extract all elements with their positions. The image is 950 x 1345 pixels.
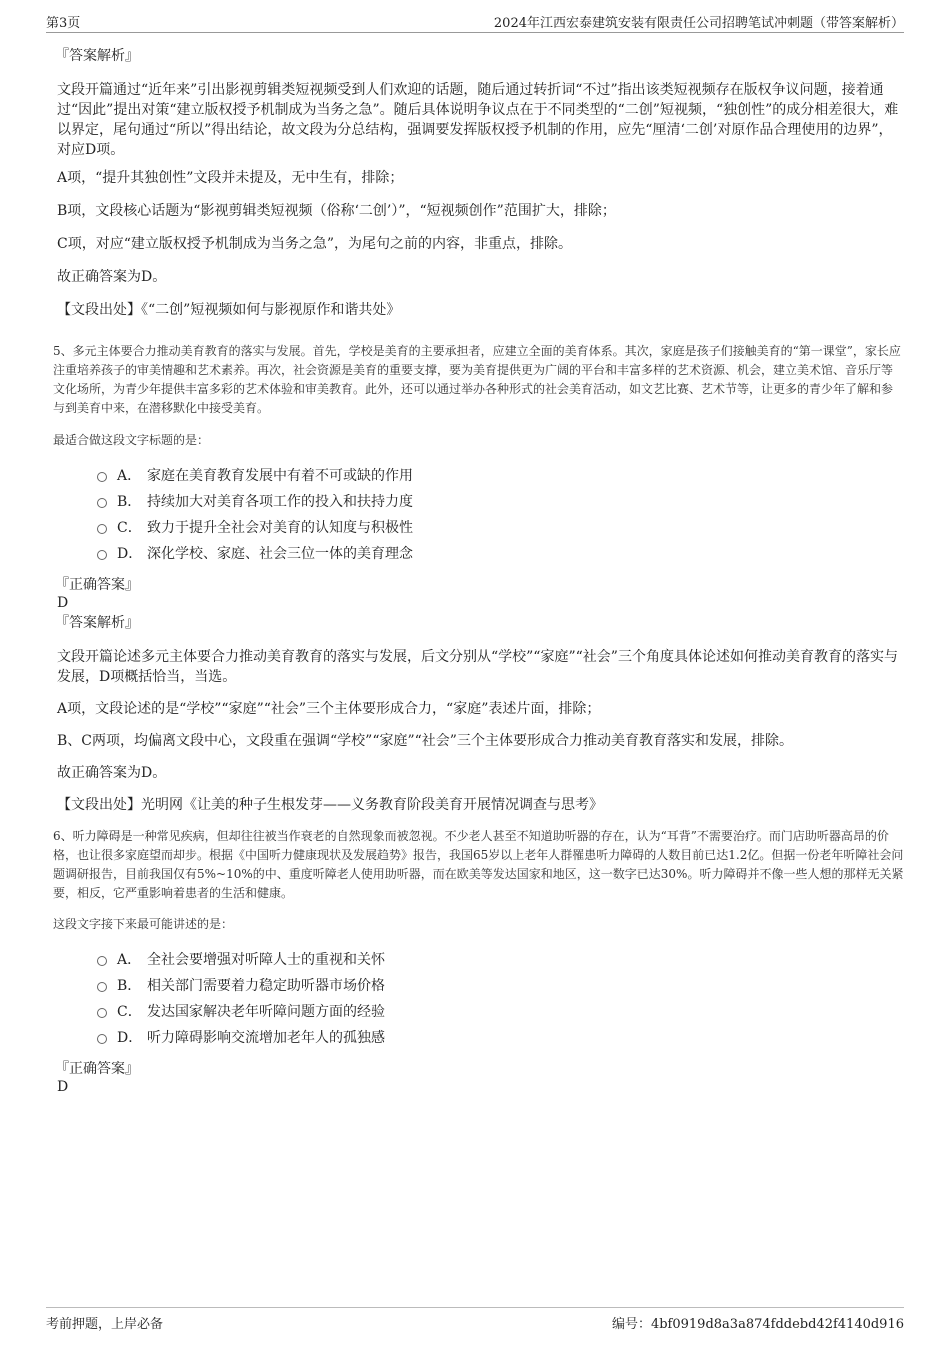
q5-option-c[interactable]: C． 致力于提升全社会对美育的认知度与积极性 [57,514,904,540]
q4-analysis: 文段开篇通过“近年来”引出影视剪辑类短视频受到人们欢迎的话题，随后通过转折词“不过”指出该类短视频存在版权争议问题，接着通过“因此”提出对策“建立版权授予机制成为当务之急”。随后具体说明争议点在于不同类型的“二创”短视频，“独创性”的成分相差很大，难以界定，尾句通过“所以”得出结论，故文段为分总结构，强调要发挥版权授予机制的作用，应先“厘清‘二创’对原作品合理使用的边界”，对应D项。 [57,82,899,158]
header-divider [46,32,904,33]
page-content [53,47,904,1096]
radio-icon[interactable] [97,1008,107,1018]
q4-analysis-label: 『答案解析』 [55,48,139,64]
q5-text: 5、多元主体要合力推动美育教育的落实与发展。首先，学校是美育的主要承担者，应建立全面的美育体系。其次，家庭是孩子们接触美育的“第一课堂”，家长应注重培养孩子的审美情趣和艺术素养。再次，社会资源是美育的重要支撑，要为美育提供更为广阔的平台和丰富多样的艺术资源、机会，建立美术馆、音乐厅等文化场所，为青少年提供丰富多彩的艺术体验和审美教育。此外，还可以通过举办各种形式的社会美育活动，如文艺比赛、艺术节等，让更多的青少年了解和参与到美育中来，在潜移默化中接受美育。 [53,344,901,415]
q5-option-d[interactable]: D． 深化学校、家庭、社会三位一体的美育理念 [57,540,904,566]
q5-analysis-label: 『答案解析』 [55,615,139,631]
q5-option-a[interactable]: A． 家庭在美育教育发展中有着不可或缺的作用 [57,462,904,488]
radio-icon[interactable] [97,524,107,534]
q4-conclusion: 故正确答案为D。 [57,269,167,285]
q5-stem: 最适合做这段文字标题的是： [53,433,210,447]
q6-answer: D [57,1079,69,1095]
radio-icon[interactable] [97,956,107,966]
q4-analysis-a: A项，“提升其独创性”文段并未提及，无中生有，排除； [57,170,404,186]
radio-icon[interactable] [97,550,107,560]
radio-icon[interactable] [97,498,107,508]
footer-divider [46,1307,904,1308]
q4-analysis-b: B项，文段核心话题为“影视剪辑类短视频（俗称‘二创’）”，“短视频创作”范围扩大，排除； [57,203,616,219]
q6-option-b[interactable]: B． 相关部门需要着力稳定助听器市场价格 [57,972,904,998]
q6-option-a[interactable]: A． 全社会要增强对听障人士的重视和关怀 [57,946,904,972]
q4-analysis-c: C项，对应“建立版权授予机制成为当务之急”，为尾句之前的内容，非重点，排除。 [57,236,573,252]
q4-source: 【文段出处】《“二创”短视频如何与影视原作和谐共处》 [57,302,401,318]
footer-slogan: 考前押题，上岸必备 [46,1317,164,1332]
q5-analysis: 文段开篇论述多元主体要合力推动美育教育的落实与发展，后文分别从“学校”“家庭”“社会”三个角度具体论述如何推动美育教育的落实与发展，D项概括恰当，当选。 [57,649,898,685]
radio-icon[interactable] [97,982,107,992]
q6-answer-label: 『正确答案』 [55,1061,139,1077]
q6-option-c[interactable]: C． 发达国家解决老年听障问题方面的经验 [57,998,904,1024]
q6-option-d[interactable]: D． 听力障碍影响交流增加老年人的孤独感 [57,1024,904,1050]
q5-analysis-bc: B、C两项，均偏离文段中心，文段重在强调“学校”“家庭”“社会”三个主体要形成合力推动美育教育落实和发展，排除。 [57,733,793,749]
q5-options [57,462,904,566]
q5-source: 【文段出处】光明网《让美的种子生根发芽——义务教育阶段美育开展情况调查与思考》 [57,797,603,813]
q5-answer-label: 『正确答案』 [55,577,139,593]
q5-answer: D [57,595,69,611]
document-id: 编号：4bf0919d8a3a874fddebd42f4140d916 [611,1317,904,1332]
page-number: 第3页 [46,16,81,31]
q5-analysis-a: A项，文段论述的是“学校”“家庭”“社会”三个主体要形成合力，“家庭”表述片面，排除； [57,701,601,717]
document-title: 2024年江西宏泰建筑安装有限责任公司招聘笔试冲刺题（带答案解析） [493,16,904,31]
radio-icon[interactable] [97,472,107,482]
q6-text: 6、听力障碍是一种常见疾病，但却往往被当作衰老的自然现象而被忽视。不少老人甚至不知道助听器的存在，认为“耳背”不需要治疗。而门店助听器高昂的价格，也让很多家庭望而却步。根据《中国听力健康现状及发展趋势》报告，我国65岁以上老年人群罹患听力障碍的人数目前已达1.2亿。但据一份老年听障社会问题调研报告，目前我国仅有5%~10%的中、重度听障老人使用助听器，而在欧美等发达国家和地区，这一数字已达30%。听力障碍并不像一些人想的那样无关紧要，相反，它严重影响着患者的生活和健康。 [53,829,904,900]
q6-stem: 这段文字接下来最可能讲述的是： [53,917,234,931]
q6-options [57,946,904,1050]
q5-conclusion: 故正确答案为D。 [57,765,167,781]
radio-icon[interactable] [97,1034,107,1044]
q5-option-b[interactable]: B． 持续加大对美育各项工作的投入和扶持力度 [57,488,904,514]
